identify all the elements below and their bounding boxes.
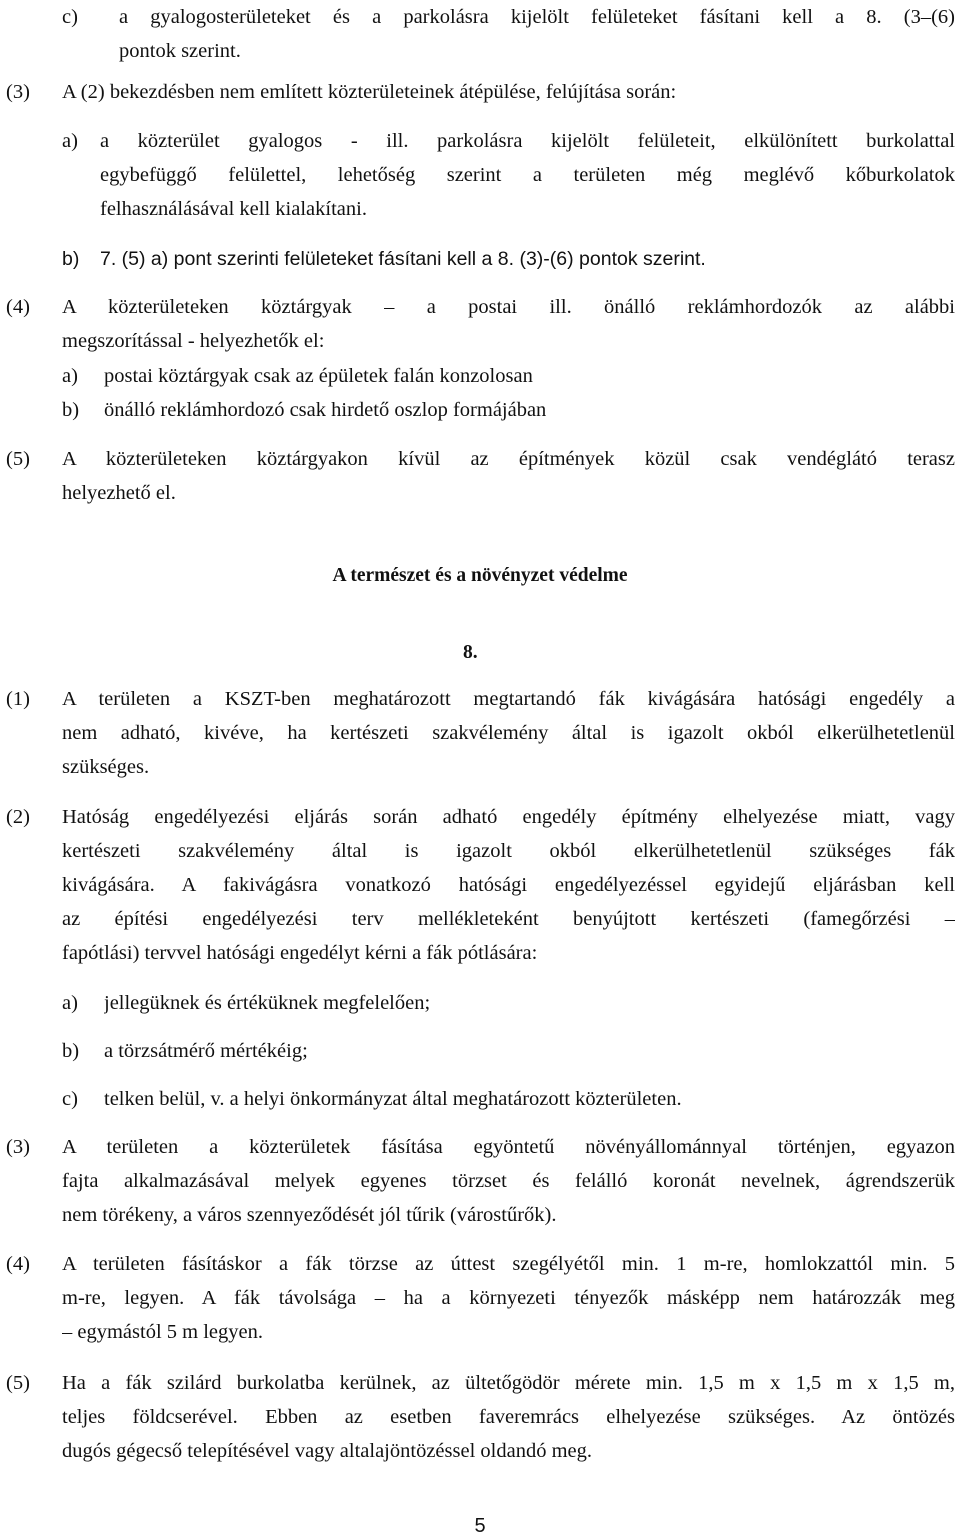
item-label: c) <box>62 6 78 28</box>
item-text <box>104 1082 955 1116</box>
text-line: szükséges. <box>62 756 150 778</box>
text-line: pontok szerint. <box>119 40 241 62</box>
item-label: (5) <box>6 448 30 470</box>
text-line: jellegüknek és értéküknek megfelelően; <box>104 992 431 1014</box>
item-text <box>62 800 955 970</box>
text-line: A területen fásításkor a fák törzse az úttest szegélyétől min. 1 m-re, homlokzattól min. 5 <box>62 1253 955 1275</box>
text-line: Ha a fák szilárd burkolatba kerülnek, az ültetőgödör mérete min. 1,5 m x 1,5 m x 1,5 m, <box>62 1372 955 1394</box>
item-text <box>119 0 955 68</box>
item-label: b) <box>62 399 80 421</box>
item-text <box>62 442 955 510</box>
text-line: A területen a közterületek fásítása egyöntetű növényállománnyal történjen, egyazon <box>62 1136 955 1158</box>
item-label: (5) <box>6 1372 30 1394</box>
text-line: m-re, legyen. A fák távolsága – ha a környezeti tényezők másképp nem határozzák meg <box>62 1287 955 1309</box>
section-title: A természet és a növényzet védelme <box>332 565 628 586</box>
text-line: a törzsátmérő mértékéig; <box>104 1040 308 1062</box>
item-label: b) <box>62 1040 80 1062</box>
text-line: A közterületeken köztárgyak – a postai ill. önálló reklámhordozók az alábbi <box>62 296 955 318</box>
text-line: megszorítással - helyezhetők el: <box>62 330 325 352</box>
text-line: nem törékeny, a város szennyeződését jól tűrik (várostűrők). <box>62 1204 557 1226</box>
text-line: helyezhető el. <box>62 482 176 504</box>
item-text <box>100 242 955 276</box>
text-line: a közterület gyalogos - ill. parkolásra kijelölt felületeit, elkülönített burkolattal <box>100 130 955 152</box>
item-label: (2) <box>6 806 30 828</box>
section-number: 8. <box>463 642 478 663</box>
item-label: a) <box>62 365 78 387</box>
page-number: 5 <box>474 1515 486 1537</box>
text-line: a gyalogosterületeket és a parkolásra kijelölt felületeket fásítani kell a 8. (3–(6) <box>119 6 955 28</box>
item-label: (3) <box>6 1136 30 1158</box>
text-line: fajta alkalmazásával melyek egyenes törzset és felálló koronát nevelnek, ágrendszerük <box>62 1170 955 1192</box>
text-line: telken belül, v. a helyi önkormányzat által meghatározott közterületen. <box>104 1088 682 1110</box>
item-label: c) <box>62 1088 78 1110</box>
item-text <box>62 1366 955 1468</box>
text-line: dugós gégecső telepítésével vagy altalajöntözéssel oldandó meg. <box>62 1440 592 1462</box>
item-label: (4) <box>6 296 30 318</box>
item-label: (4) <box>6 1253 30 1275</box>
text-line: Hatóság engedélyezési eljárás során adható engedély építmény elhelyezése miatt, vagy <box>62 806 955 828</box>
text-line: A (2) bekezdésben nem említett közterületeinek átépülése, felújítása során: <box>62 81 677 103</box>
text-line: 7. (5) a) pont szerinti felületeket fásítani kell a 8. (3)-(6) pontok szerint. <box>100 248 706 270</box>
text-line: postai köztárgyak csak az épületek falán konzolosan <box>104 365 533 387</box>
item-label: a) <box>62 130 78 152</box>
text-line: önálló reklámhordozó csak hirdető oszlop formájában <box>104 399 547 421</box>
text-line: egybefüggő felülettel, lehetőség szerint a területen még meglévő kőburkolatok <box>100 164 955 186</box>
item-label: b) <box>62 248 80 270</box>
item-text <box>62 1247 955 1349</box>
text-line: A területen a KSZT-ben meghatározott megtartandó fák kivágására hatósági engedély a <box>62 688 955 710</box>
item-text <box>104 1034 955 1068</box>
text-line: fapótlási) tervvel hatósági engedélyt kérni a fák pótlására: <box>62 942 538 964</box>
text-line: az építési engedélyezési terv mellékleteként benyújtott kertészeti (famegőrzési – <box>62 908 955 930</box>
text-line: felhasználásával kell kialakítani. <box>100 198 367 220</box>
text-line: kivágására. A fakivágásra vonatkozó hatósági engedélyezéssel egyidejű eljárásban kell <box>62 874 955 896</box>
item-text <box>104 986 955 1020</box>
item-text <box>62 290 955 358</box>
text-line: – egymástól 5 m legyen. <box>62 1321 263 1343</box>
text-line: kertészeti szakvélemény által is igazolt okból elkerülhetetlenül szükséges fák <box>62 840 955 862</box>
item-label: (1) <box>6 688 30 710</box>
text-line: teljes földcserével. Ebben az esetben faveremrács elhelyezése szükséges. Az öntözés <box>62 1406 955 1428</box>
item-text <box>104 393 955 427</box>
text-line: nem adható, kivéve, ha kertészeti szakvélemény által is igazolt okból elkerülhetetlenül <box>62 722 955 744</box>
item-text <box>100 124 955 226</box>
item-text <box>62 75 955 109</box>
item-label: (3) <box>6 81 30 103</box>
item-text <box>104 359 955 393</box>
item-label: a) <box>62 992 78 1014</box>
item-text <box>62 1130 955 1232</box>
item-text <box>62 682 955 784</box>
text-line: A közterületeken köztárgyakon kívül az építmények közül csak vendéglátó terasz <box>62 448 955 470</box>
